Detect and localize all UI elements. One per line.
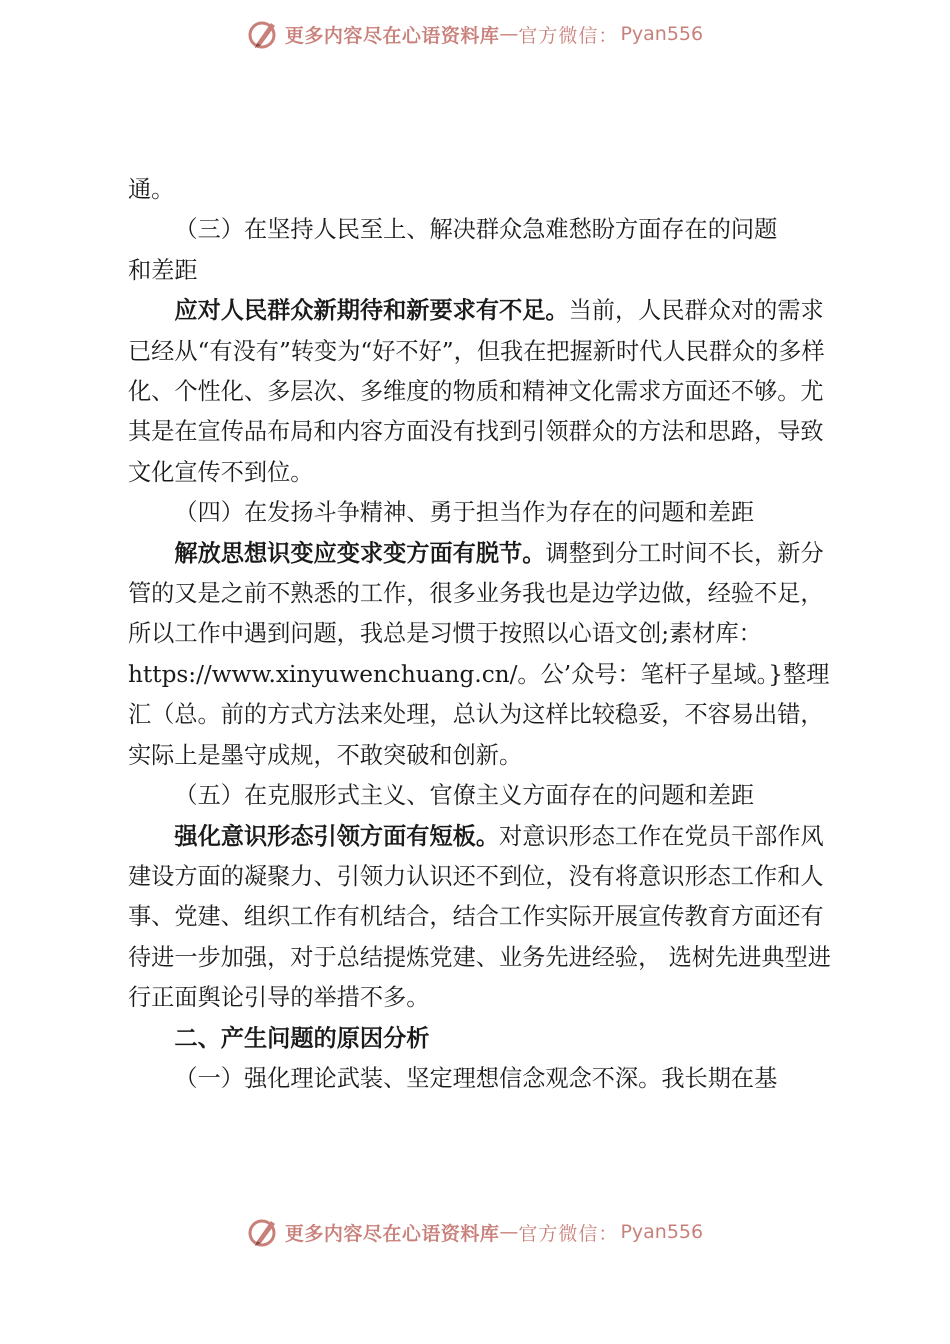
section-heading-3-line2: 和差距: [128, 256, 198, 284]
document-body: [128, 170, 844, 1099]
banner-wechat-id: Pyan556: [620, 23, 704, 45]
paragraph-emancipate-mind: [128, 534, 844, 776]
banner-subtitle: 官方微信：: [518, 24, 619, 47]
banner-dash: —: [499, 23, 519, 45]
paragraph-continuation: 通。: [128, 176, 175, 203]
section-heading-3-line1: （三）在坚持人民至上、解决群众急难愁盼方面存在的问题: [174, 216, 778, 244]
banner-title: 更多内容尽在心语资料库: [284, 1222, 500, 1245]
paragraph-ideology: [128, 817, 844, 1019]
pen-logo-icon: [247, 17, 281, 51]
section-heading-4: （四）在发扬斗争精神、勇于担当作为存在的问题和差距: [174, 499, 755, 527]
banner-title: 更多内容尽在心语资料库: [284, 24, 500, 47]
banner-wechat-id: Pyan556: [620, 1221, 704, 1243]
paragraph-body: 调整到分工时间不长，新分管的又是之前不熟悉的工作，很多业务我也是边学边做，经验不足，所以工作中遇到问题，我总是习惯于按照以心语文创;素材库：https://www.xinyuwenchuang.cn/。公’众号：笔杆子星域。}整理汇（总。前的方式方法来处理，总认为这样比较稳妥，不容易出错，实际上是墨守成规，不敢突破和创新。: [128, 539, 830, 769]
footer-banner: [0, 1212, 950, 1252]
paragraph-lead-bold: 强化意识形态引领方面有短板。: [174, 822, 500, 850]
chapter-heading-2: 二、产生问题的原因分析: [174, 1024, 430, 1052]
paragraph-people-needs: [128, 291, 844, 493]
header-banner: [0, 14, 950, 54]
paragraph-lead-bold: 应对人民群众新期待和新要求有不足。: [174, 297, 569, 325]
paragraph-body: 当前，人民群众对的需求已经从“有没有”转变为“好不好”，但我在把握新时代人民群众的多样化、个性化、多层次、多维度的物质和精神文化需求方面还不够。尤其是在宣传品布局和内容方面没有找到引领群众的方法和思路，导致文化宣传不到位。: [128, 297, 825, 486]
paragraph-cause-1: （一）强化理论武装、坚定理想信念观念不深。我长期在基: [174, 1064, 778, 1092]
banner-dash: —: [499, 1221, 519, 1243]
paragraph-lead-bold: 解放思想识变应变求变方面有脱节。: [174, 539, 546, 567]
banner-subtitle: 官方微信：: [518, 1222, 619, 1245]
paragraph-body: 对意识形态工作在党员干部作风建设方面的凝聚力、引领力认识还不到位，没有将意识形态工作和人事、党建、组织工作有机结合，结合工作实际开展宣传教育方面还有待进一步加强，对于总结提炼党建、业务先进经验， 选树先进典型进行正面舆论引导的举措不多。: [128, 822, 831, 1012]
pen-logo-icon: [247, 1215, 281, 1249]
section-heading-5: （五）在克服形式主义、官僚主义方面存在的问题和差距: [174, 782, 755, 810]
